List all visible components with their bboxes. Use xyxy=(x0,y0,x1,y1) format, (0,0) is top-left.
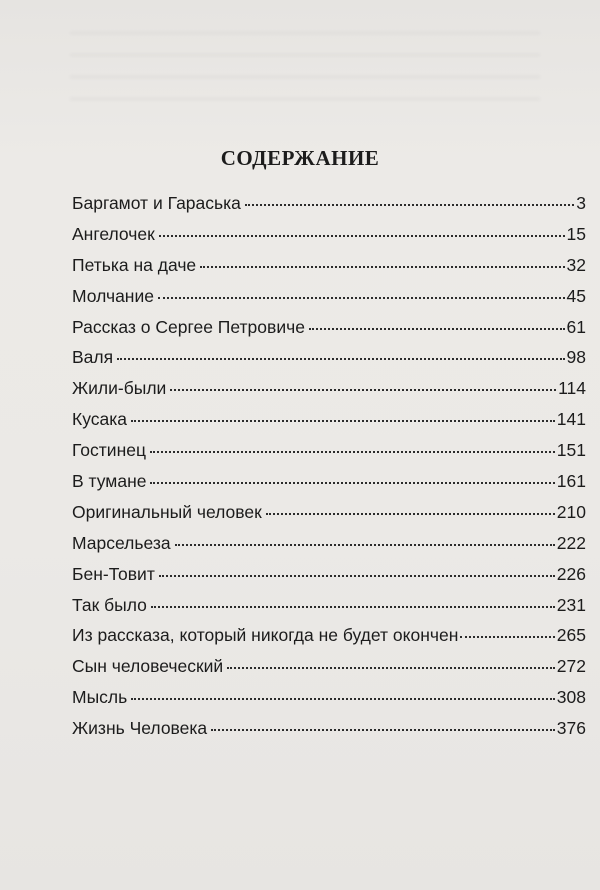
toc-entry-title: В тумане xyxy=(72,471,147,492)
dot-leader xyxy=(159,575,555,577)
toc-entry-page: 222 xyxy=(556,532,586,553)
dot-leader xyxy=(211,729,555,731)
dot-leader xyxy=(227,667,555,669)
toc-entry-title: Рассказ о Сергее Петровиче xyxy=(72,316,305,337)
toc-entry xyxy=(72,409,586,440)
dot-leader xyxy=(131,420,555,422)
toc-entry-title: Валя xyxy=(72,347,114,368)
toc-entry-title: Мысль xyxy=(72,687,128,708)
toc-entry-page: 265 xyxy=(556,625,586,646)
toc-entry-page: 151 xyxy=(556,440,586,461)
toc-entry xyxy=(72,317,586,348)
dot-leader xyxy=(170,389,556,391)
toc-entry-title: Жизнь Человека xyxy=(72,718,208,739)
toc-entry-page: 272 xyxy=(556,656,586,677)
toc-entry-title: Петька на даче xyxy=(72,254,197,275)
toc-entry xyxy=(72,656,586,687)
toc-entry xyxy=(72,471,586,502)
toc-entry xyxy=(72,533,586,564)
toc-entry xyxy=(72,224,586,255)
toc-entry-page: 308 xyxy=(556,687,586,708)
toc-entry-page: 210 xyxy=(556,501,586,522)
toc-entry-title: Оригинальный человек xyxy=(72,501,262,522)
toc-entry-title: Гостинец xyxy=(72,440,146,461)
toc-entry-title: Бен-Товит xyxy=(72,563,155,584)
dot-leader xyxy=(150,451,555,453)
toc-entry-page: 114 xyxy=(558,378,586,399)
toc-entry-title: Из рассказа, который никогда не будет окончен xyxy=(72,625,459,646)
toc-entry-page: 15 xyxy=(566,223,586,244)
toc-entry-page: 231 xyxy=(556,594,586,615)
show-through-text xyxy=(70,18,540,108)
dot-leader xyxy=(245,204,574,206)
dot-leader xyxy=(158,297,565,299)
toc-entry xyxy=(72,193,586,224)
toc-entry xyxy=(72,286,586,317)
toc-entry-page: 376 xyxy=(556,718,586,739)
toc-entry-title: Так было xyxy=(72,594,147,615)
toc-entry xyxy=(72,347,586,378)
dot-leader xyxy=(175,544,555,546)
toc-entry xyxy=(72,255,586,286)
dot-leader xyxy=(460,636,554,638)
toc-entry-page: 226 xyxy=(556,563,586,584)
toc-entry xyxy=(72,502,586,533)
toc-entry-title: Жили-были xyxy=(72,378,167,399)
contents-heading: СОДЕРЖАНИЕ xyxy=(220,146,380,170)
dot-leader xyxy=(200,266,564,268)
toc-entry xyxy=(72,595,586,626)
toc-entry xyxy=(72,625,586,656)
toc-entry xyxy=(72,378,586,409)
dot-leader xyxy=(117,358,564,360)
toc-entry-title: Сын человеческий xyxy=(72,656,224,677)
toc-entry-title: Молчание xyxy=(72,285,154,306)
toc-entry-page: 141 xyxy=(556,409,586,430)
table-of-contents xyxy=(72,193,586,749)
dot-leader xyxy=(266,513,555,515)
toc-entry-title: Баргамот и Гараська xyxy=(72,193,241,213)
dot-leader xyxy=(151,606,555,608)
toc-entry xyxy=(72,718,586,749)
toc-entry-page: 61 xyxy=(566,316,586,337)
toc-entry xyxy=(72,440,586,471)
toc-entry-page: 32 xyxy=(566,254,586,275)
toc-entry-page: 45 xyxy=(566,285,586,306)
toc-entry-title: Марсельеза xyxy=(72,532,171,553)
dot-leader xyxy=(150,482,554,484)
toc-entry xyxy=(72,687,586,718)
dot-leader xyxy=(159,235,565,237)
dot-leader xyxy=(131,698,555,700)
toc-entry-page: 98 xyxy=(566,347,586,368)
dot-leader xyxy=(309,328,565,330)
toc-entry-page: 161 xyxy=(556,471,586,492)
toc-entry-title: Ангелочек xyxy=(72,223,155,244)
toc-entry-title: Кусака xyxy=(72,409,128,430)
toc-entry-page: 3 xyxy=(576,193,586,213)
toc-entry xyxy=(72,564,586,595)
